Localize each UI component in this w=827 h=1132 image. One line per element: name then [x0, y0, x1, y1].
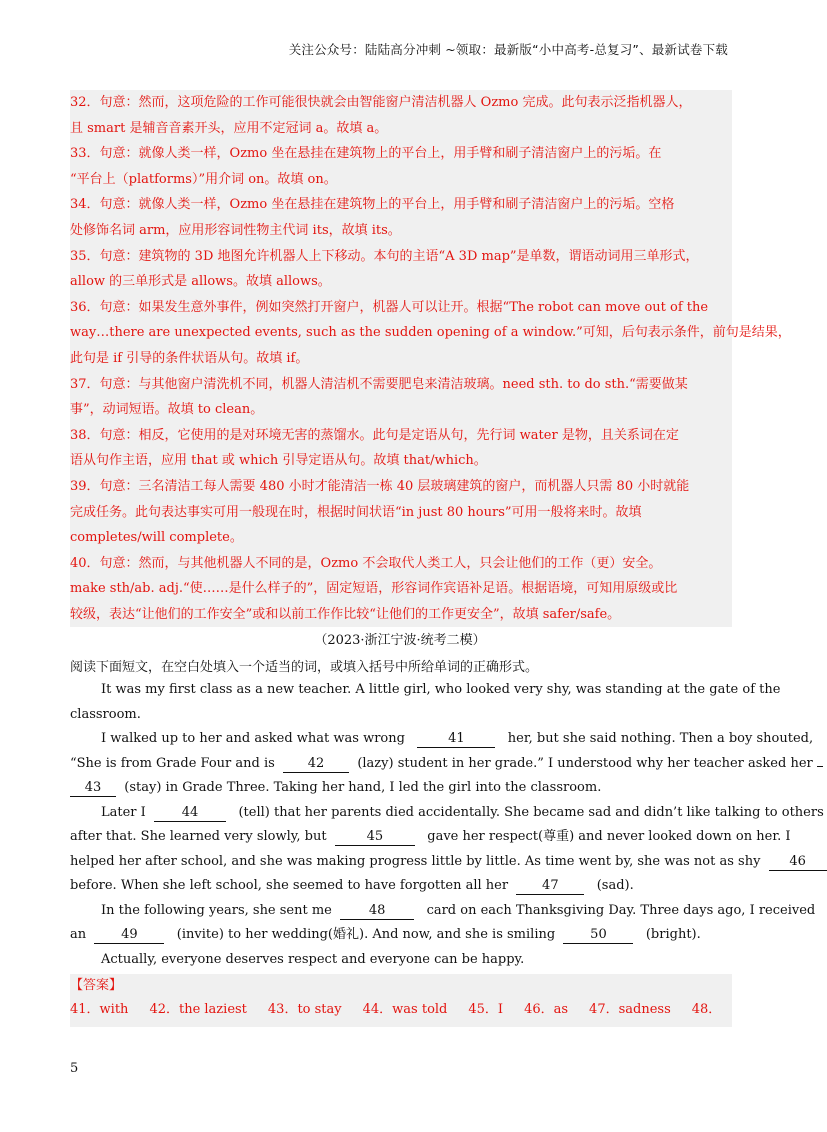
answer-line: 33．句意：就像人类一样，Ozmo 坐在悬挂在建筑物上的平台上，用手臂和刷子清洁窗户上的污垢。在: [70, 146, 662, 162]
passage-line: [70, 727, 814, 752]
answer-key-item: 48．: [691, 1002, 722, 1017]
passage-text: Later I: [101, 804, 146, 820]
answer-line: 较级，表达“让他们的工作安全”或和以前工作作比较“让他们的工作更安全”，故填 safer/safe。: [70, 606, 621, 622]
answer-line: allow 的三单形式是 allows。故填 allows。: [70, 274, 331, 290]
answer-key-item: 45．I: [468, 1002, 504, 1017]
answer-line: way…there are unexpected events, such as the sudden opening of a window.”可知，后句表示条件，前句是结果，: [70, 325, 791, 341]
passage-text: (stay) in Grade Three. Taking her hand, I led the girl into the classroom.: [124, 780, 602, 795]
passage-text: In the following years, she sent me: [101, 902, 332, 918]
passage-text: It was my first class as a new teacher. A little girl, who looked very shy, was standing at the gate of the: [101, 682, 781, 697]
passage-text: “She is from Grade Four and is: [70, 755, 275, 771]
answer-line: 35．句意：建筑物的 3D 地图允许机器人上下移动。本句的主语“A 3D map”是单数，谓语动词用三单形式，: [70, 248, 699, 264]
answer-line: 且 smart 是辅音音素开头，应用不定冠词 a。故填 a。: [70, 120, 388, 136]
answer-key-item: 41．with: [70, 1002, 129, 1017]
answer-line: 处修饰名词 arm，应用形容词性物主代词 its，故填 its。: [70, 222, 401, 238]
passage-line: [70, 899, 816, 924]
passage-text: after that. She learned very slowly, but: [70, 829, 327, 844]
blank-43-lead: [817, 766, 823, 767]
passage-text: I walked up to her and asked what was wrong: [101, 731, 405, 746]
answer-key-item: 43．to stay: [267, 1002, 342, 1017]
passage-line: [70, 850, 806, 875]
passage-text: before. When she left school, she seemed to have forgotten all her: [70, 878, 509, 893]
answer-key-item: 44．was told: [362, 1002, 448, 1017]
passage-text: (invite) to her wedding(婚礼). And now, and she is smiling: [176, 927, 556, 942]
passage-text: card on each Thanksgiving Day. Three days ago, I received: [426, 902, 816, 918]
passage-text: classroom.: [70, 706, 141, 722]
blank-50[interactable]: 50: [563, 927, 633, 944]
answer-key-item: 47．sadness: [589, 1002, 671, 1017]
answer-line: 32．句意：然而，这项危险的工作可能很快就会由智能窗户清洁机器人 Ozmo 完成。此句表示泛指机器人，: [70, 95, 692, 110]
passage-text: helped her after school, and she was making progress little by little. As time went by, she was not as shy: [70, 853, 761, 869]
blank-41[interactable]: 41: [417, 731, 495, 748]
passage-line: [70, 776, 730, 801]
answer-line: 语从句作主语，应用 that 或 which 引导定语从句。故填 that/which。: [70, 453, 487, 469]
answer-key-item: 42．the laziest: [149, 1002, 247, 1017]
passage-line: [70, 703, 730, 728]
blank-42[interactable]: 42: [283, 756, 349, 773]
exam-source: （2023·浙江宁波·统考二模）: [314, 633, 486, 648]
passage-text: gave her respect(尊重) and never looked down on her. I: [427, 829, 791, 844]
passage-line: [70, 801, 824, 826]
blank-46[interactable]: 46: [769, 854, 827, 871]
answer-line: completes/will complete。: [70, 530, 243, 546]
blank-44[interactable]: 44: [154, 805, 226, 822]
answer-key-items: [70, 998, 732, 1022]
answer-line: 39．句意：三名清洁工每人需要 480 小时才能清洁一栋 40 层玻璃建筑的窗户，而机器人只需 80 小时就能: [70, 478, 690, 494]
passage-text: (sad).: [596, 878, 634, 893]
answer-key-title: 【答案】: [70, 978, 123, 993]
blank-49[interactable]: 49: [94, 927, 164, 944]
page-header: 关注公众号：陆陆高分冲刺 ~领取：最新版“小中高考-总复习”、最新试卷下载: [288, 42, 728, 57]
passage-line: [70, 874, 730, 899]
answer-line: “平台上（platforms）”用介词 on。故填 on。: [70, 171, 337, 187]
answer-line: 事”，动词短语。故填 to clean。: [70, 402, 264, 418]
passage-text: (lazy) student in her grade.” I understood why her teacher asked her: [357, 755, 813, 771]
passage-text: an: [70, 927, 87, 942]
answer-line: 此句是 if 引导的条件状语从句。故填 if。: [70, 350, 309, 366]
answer-line: make sth/ab. adj.“使……是什么样子的”，固定短语，形容词作宾语补足语。根据语境，可知用原级或比: [70, 581, 678, 597]
reading-passage: [70, 678, 824, 972]
answer-line: 36．句意：如果发生意外事件，例如突然打开窗户，机器人可以让开。根据“The robot can move out of the: [70, 299, 709, 315]
passage-text: Actually, everyone deserves respect and everyone can be happy.: [101, 951, 525, 967]
answer-key-item: 46．as: [524, 1002, 569, 1017]
passage-line: [70, 948, 730, 973]
passage-line: [70, 678, 781, 703]
passage-text: (bright).: [645, 927, 701, 942]
answer-line: 40．句意：然而，与其他机器人不同的是，Ozmo 不会取代人类工人，只会让他们的工作（更）安全。: [70, 555, 662, 571]
passage-line: [70, 752, 813, 777]
blank-48[interactable]: 48: [340, 903, 414, 920]
answer-line: 37．句意：与其他窗户清洗机不同，机器人清洁机不需要肥皂来清洁玻璃。need sth. to do sth.“需要做某: [70, 376, 688, 392]
answer-line: 38．句意：相反，它使用的是对环境无害的蒸馏水。此句是定语从句，先行词 water 是物，且关系词在定: [70, 427, 679, 443]
blank-45[interactable]: 45: [335, 829, 415, 846]
previous-answers-explanations: [70, 90, 791, 627]
answer-line: 完成任务。此句表达事实可用一般现在时，根据时间状语“in just 80 hours”可用一般将来时。故填: [70, 504, 642, 520]
blank-47[interactable]: 47: [516, 878, 584, 895]
answer-key: [70, 974, 732, 1027]
blank-43[interactable]: 43: [70, 780, 116, 797]
passage-text: (tell) that her parents died accidentally. She became sad and didn’t like talking to others: [238, 804, 824, 820]
instruction: 阅读下面短文，在空白处填入一个适当的词，或填入括号中所给单词的正确形式。: [70, 660, 539, 675]
passage-line: [70, 923, 730, 948]
passage-text: her, but she said nothing. Then a boy shouted,: [507, 731, 814, 746]
passage-line: [70, 825, 791, 850]
answer-line: 34．句意：就像人类一样，Ozmo 坐在悬挂在建筑物上的平台上，用手臂和刷子清洁窗户上的污垢。空格: [70, 197, 675, 213]
page-number: 5: [70, 1061, 79, 1076]
